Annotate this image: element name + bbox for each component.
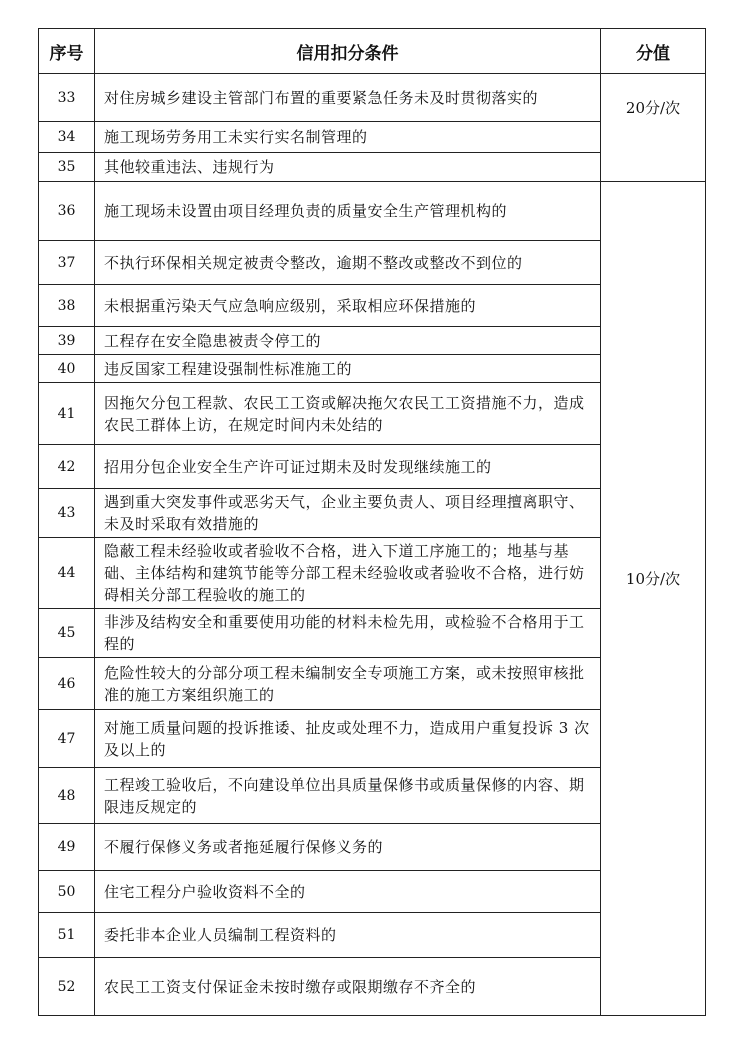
row-no: 34 — [39, 122, 95, 153]
row-condition: 不执行环保相关规定被责令整改，逾期不整改或整改不到位的 — [95, 241, 601, 285]
row-condition: 其他较重违法、违规行为 — [95, 153, 601, 182]
table-row — [39, 74, 706, 122]
header-score: 分值 — [601, 29, 706, 74]
row-no: 43 — [39, 489, 95, 538]
row-condition: 非涉及结构安全和重要使用功能的材料未检先用，或检验不合格用于工程的 — [95, 609, 601, 658]
row-condition: 不履行保修义务或者拖延履行保修义务的 — [95, 824, 601, 871]
row-condition: 遇到重大突发事件或恶劣天气，企业主要负责人、项目经理擅离职守、未及时采取有效措施的 — [95, 489, 601, 538]
score-cell-20: 20分/次 — [601, 74, 706, 182]
row-no: 39 — [39, 327, 95, 355]
row-no: 42 — [39, 445, 95, 489]
row-no: 36 — [39, 182, 95, 241]
row-condition: 对施工质量问题的投诉推诿、扯皮或处理不力，造成用户重复投诉 3 次及以上的 — [95, 710, 601, 768]
row-no: 37 — [39, 241, 95, 285]
credit-deduction-table — [38, 28, 706, 1016]
row-no: 40 — [39, 355, 95, 383]
row-no: 46 — [39, 658, 95, 710]
row-condition: 农民工工资支付保证金未按时缴存或限期缴存不齐全的 — [95, 958, 601, 1016]
score-cell-10: 10分/次 — [601, 182, 706, 1016]
row-condition: 违反国家工程建设强制性标准施工的 — [95, 355, 601, 383]
row-condition: 因拖欠分包工程款、农民工工资或解决拖欠农民工工资措施不力，造成农民工群体上访，在规定时间内未处结的 — [95, 383, 601, 445]
row-no: 44 — [39, 538, 95, 609]
row-condition: 工程存在安全隐患被责令停工的 — [95, 327, 601, 355]
row-no: 45 — [39, 609, 95, 658]
row-condition: 招用分包企业安全生产许可证过期未及时发现继续施工的 — [95, 445, 601, 489]
row-condition: 危险性较大的分部分项工程未编制安全专项施工方案，或未按照审核批准的施工方案组织施工的 — [95, 658, 601, 710]
row-no: 47 — [39, 710, 95, 768]
row-condition: 委托非本企业人员编制工程资料的 — [95, 913, 601, 958]
row-condition: 住宅工程分户验收资料不全的 — [95, 871, 601, 913]
row-no: 38 — [39, 285, 95, 327]
row-condition: 施工现场劳务用工未实行实名制管理的 — [95, 122, 601, 153]
row-no: 50 — [39, 871, 95, 913]
row-condition: 对住房城乡建设主管部门布置的重要紧急任务未及时贯彻落实的 — [95, 74, 601, 122]
row-no: 33 — [39, 74, 95, 122]
header-no: 序号 — [39, 29, 95, 74]
table-header-row — [39, 29, 706, 74]
row-condition: 工程竣工验收后，不向建设单位出具质量保修书或质量保修的内容、期限违反规定的 — [95, 768, 601, 824]
row-no: 49 — [39, 824, 95, 871]
row-no: 35 — [39, 153, 95, 182]
header-condition: 信用扣分条件 — [95, 29, 601, 74]
row-no: 51 — [39, 913, 95, 958]
row-condition: 施工现场未设置由项目经理负责的质量安全生产管理机构的 — [95, 182, 601, 241]
row-no: 41 — [39, 383, 95, 445]
table-row — [39, 182, 706, 241]
row-no: 52 — [39, 958, 95, 1016]
row-condition: 隐蔽工程未经验收或者验收不合格，进入下道工序施工的；地基与基础、主体结构和建筑节能等分部工程未经验收或者验收不合格，进行妨碍相关分部工程验收的施工的 — [95, 538, 601, 609]
row-no: 48 — [39, 768, 95, 824]
row-condition: 未根据重污染天气应急响应级别，采取相应环保措施的 — [95, 285, 601, 327]
